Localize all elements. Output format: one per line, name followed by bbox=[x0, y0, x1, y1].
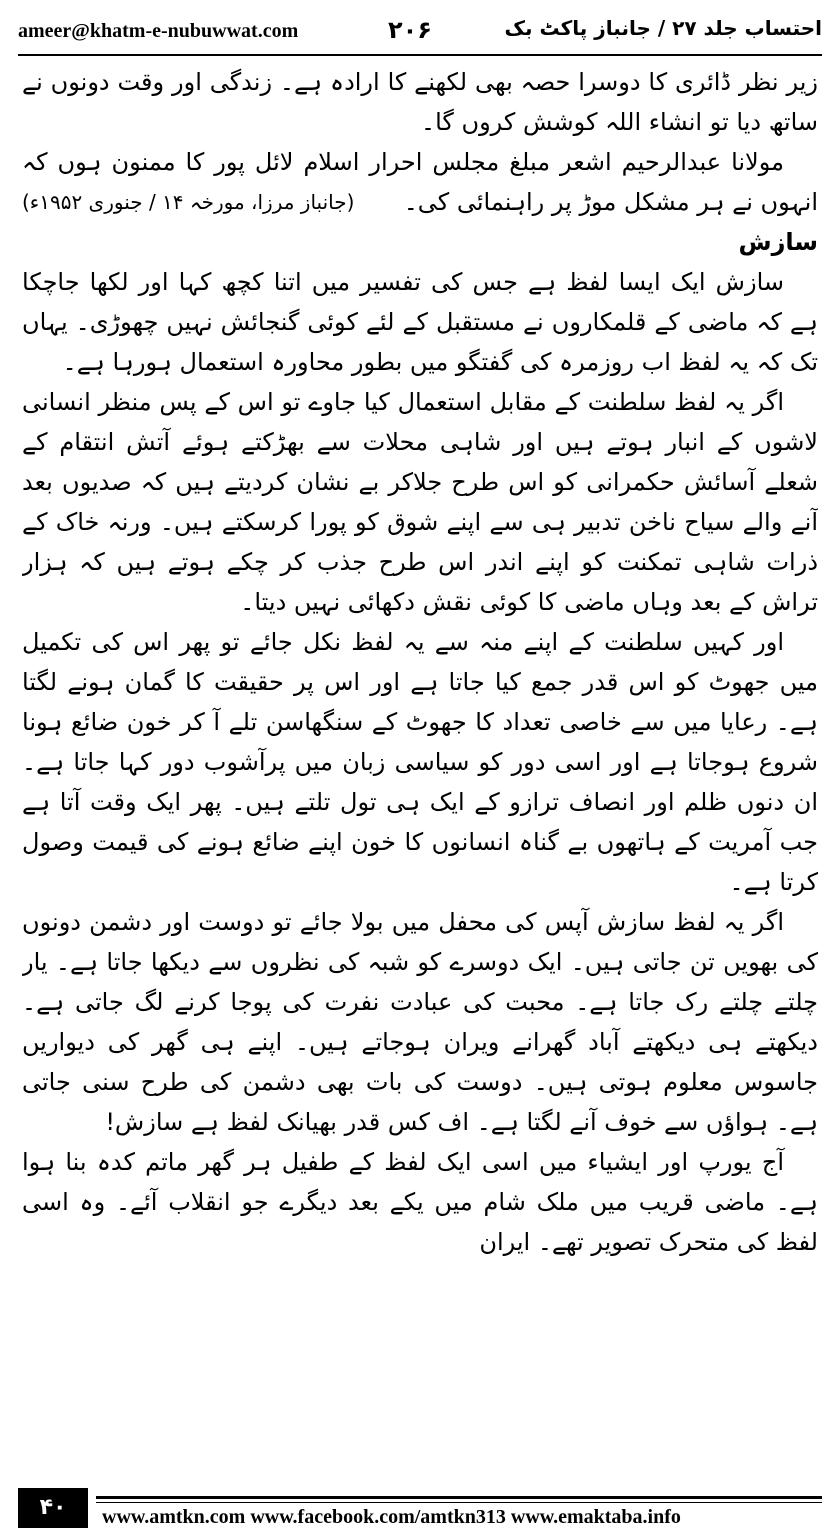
paragraph-gathering: اگر یہ لفظ سازش آپس کی محفل میں بولا جائے تو دوست اور دشمن دونوں کی بھویں تن جاتی ہیں۔ ایک دوسرے کو شبہ کی نظروں سے دیکھا جاتا ہے۔ یار چلتے چلتے رک جاتا ہے۔ محبت کی عبادت نفرت کی پوجا کرنے لگ جاتی ہے۔ دیکھتے ہی دیکھتے آباد گھرانے ویران ہوجاتے ہیں۔ اپنے ہی گھر کی دیواریں جاسوس معلوم ہوتی ہیں۔ دوست کی بات بھی دشمن کی طرح سنی جاتی ہے۔ ہواؤں سے خوف آنے لگتا ہے۔ اف کس قدر بھیانک لفظ ہے سازش! bbox=[22, 908, 818, 1136]
section-heading: سازش bbox=[738, 228, 818, 256]
paragraph-europe-asia: آج یورپ اور ایشیاء میں اسی ایک لفظ کے طفیل ہر گھر ماتم کدہ بنا ہوا ہے۔ ماضی قریب میں ملک شام میں یکے بعد دیگرے جو انقلاب آئے۔ وہ اسی لفظ کی متحرک تصویر تھے۔ ایران bbox=[22, 1148, 818, 1256]
header-book-title: احتساب جلد ۲۷ / جانباز پاکٹ بک bbox=[504, 16, 822, 40]
acknowledgement-text: مولانا عبدالرحیم اشعر مبلغ مجلس احرار اسلام لائل پور کا ممنون ہوں کہ انہوں نے ہر مشکل موڑ پر راہنمائی کی۔ bbox=[22, 148, 818, 216]
footer-rule-thick bbox=[96, 1496, 822, 1499]
author-signature-note: (جانباز مرزا، مورخہ ۱۴ / جنوری ۱۹۵۲ء) bbox=[22, 190, 355, 214]
footer-page-number: ۴۰ bbox=[39, 1495, 67, 1520]
paragraph-diary-intro: زیر نظر ڈائری کا دوسرا حصہ بھی لکھنے کا ارادہ ہے۔ زندگی اور وقت دونوں نے ساتھ دیا تو انشاء اللہ کوشش کروں گا۔ bbox=[22, 68, 818, 136]
footer-website-links: www.amtkn.com www.facebook.com/amtkn313 www.emaktaba.info bbox=[102, 1506, 681, 1528]
paragraph-sultanate-lie: اور کہیں سلطنت کے اپنے منہ سے یہ لفظ نکل جائے تو پھر اس کی تکمیل میں جھوٹ کو اس قدر جمع کیا جاتا ہے اور اس پر حقیقت کا گمان ہونے لگتا ہے۔ رعایا میں سے خاصی تعداد کا جھوٹ کے سنگھاسن تلے آ کر خون ضائع ہونا شروع ہوجاتا ہے اور اسی دور کو سیاسی زبان میں پرآشوب دور کہا جاتا ہے۔ ان دنوں ظلم اور انصاف ترازو کے ایک ہی تول تلتے ہیں۔ پھر ایک وقت آتا ہے جب آمریت کے ہاتھوں بے گناہ انسانوں کا خون اپنے ضائع ہونے کی قیمت وصول کرتا ہے۔ bbox=[22, 628, 818, 896]
page-header bbox=[18, 14, 822, 50]
page-body bbox=[22, 62, 818, 1452]
header-email: ameer@khatm-e-nubuwwat.com bbox=[18, 20, 299, 42]
paragraph-sultanate: اگر یہ لفظ سلطنت کے مقابل استعمال کیا جاوے تو اس کے پس منظر انسانی لاشوں کے انبار ہوتے ہیں اور شاہی محلات سے بھڑکتے ہوئے آتش انتقام کے شعلے آسائش حکمرانی کو اس طرح جلاکر بے نشان کردیتے ہیں کہ صدیوں بعد آنے والے سیاح ناخن تدبیر ہی سے اپنے شوق کو پورا کرسکتے ہیں۔ ورنہ خاک کے ذرات شاہی تمکنت کو اپنے اندر اس طرح جذب کر چکے ہوتے ہیں کہ ہزار تراش کے بعد وہاں ماضی کا کوئی نقش دکھائی نہیں دیتا۔ bbox=[22, 388, 818, 616]
paragraph-acknowledgement bbox=[22, 142, 818, 222]
paragraph-definition: سازش ایک ایسا لفظ ہے جس کی تفسیر میں اتنا کچھ کہا اور لکھا جاچکا ہے کہ ماضی کے قلمکاروں نے مستقبل کے لئے کوئی گنجائش نہیں چھوڑی۔ یہاں تک کہ یہ لفظ اب روزمرہ کی گفتگو میں بطور محاورہ استعمال ہورہا ہے۔ bbox=[22, 268, 818, 376]
footer-rule-thin bbox=[96, 1502, 822, 1503]
header-page-number: ۲۰۶ bbox=[388, 16, 432, 44]
header-rule bbox=[18, 54, 822, 56]
page-footer bbox=[18, 1488, 822, 1528]
